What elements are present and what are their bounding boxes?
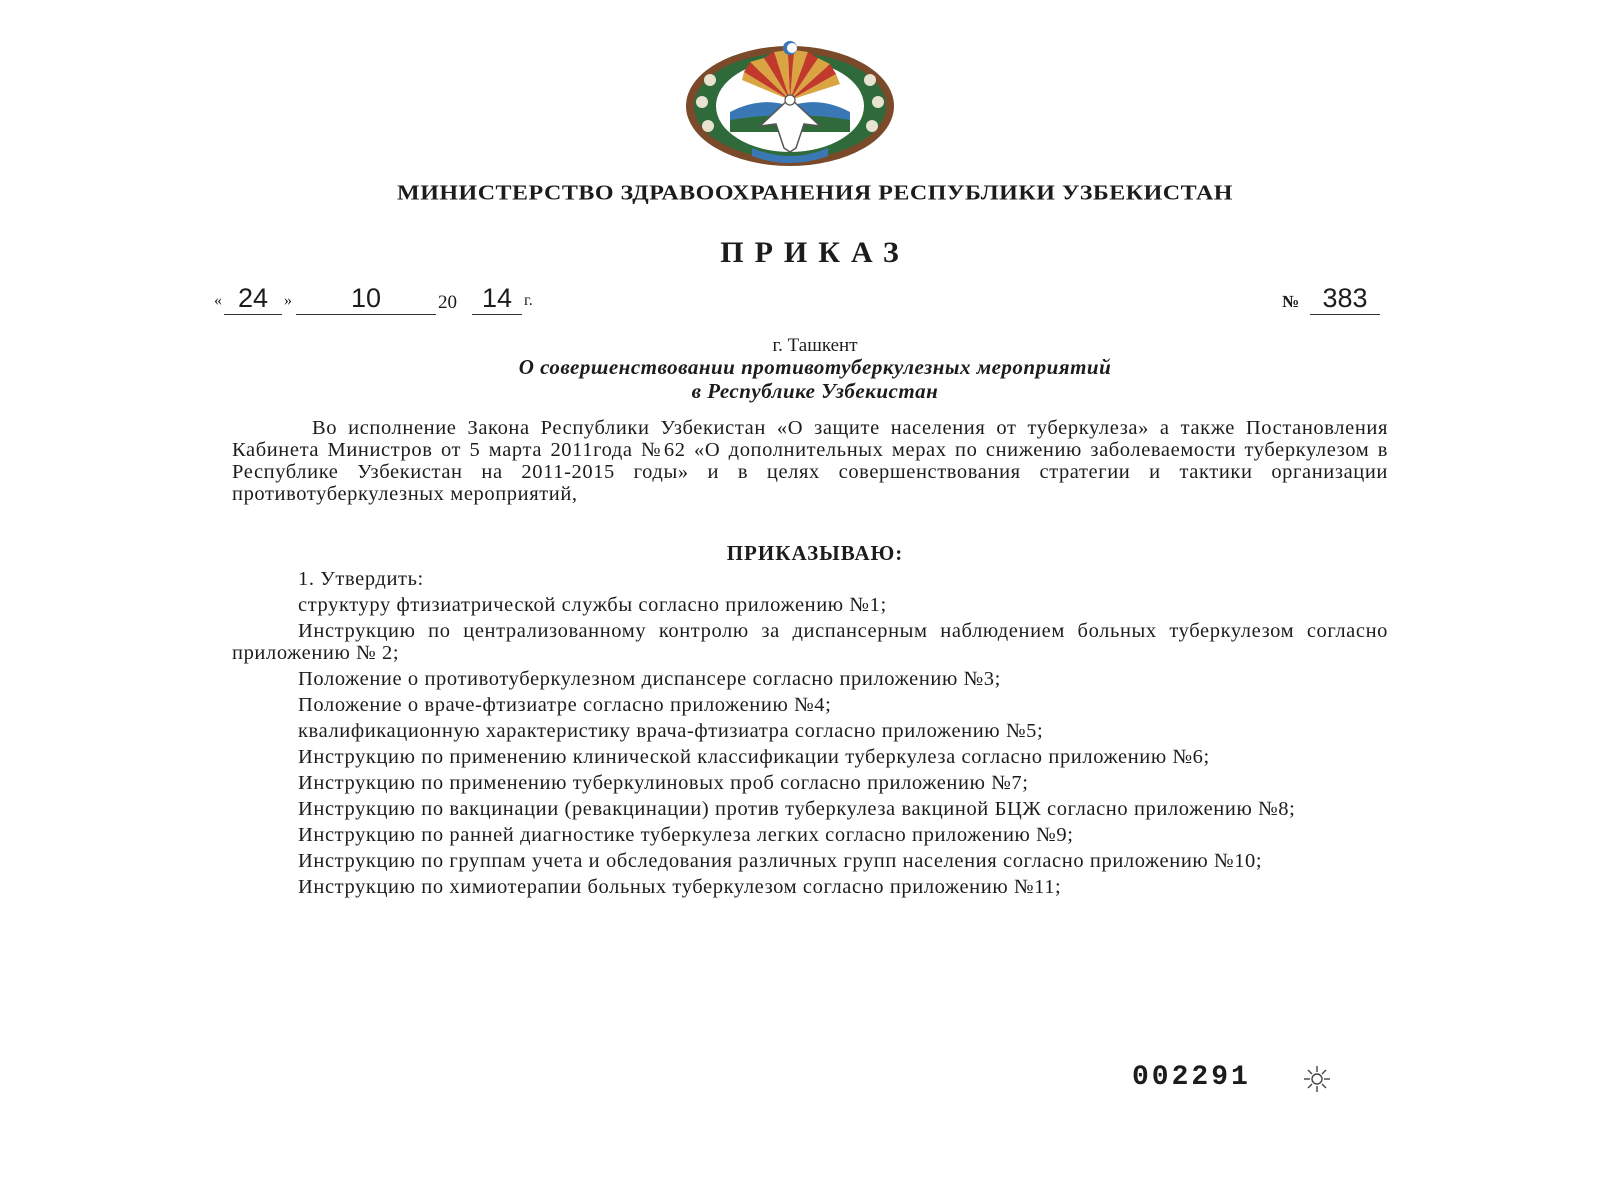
clause-item: Инструкцию по централизованному контролю за диспансерным наблюдением больных туберкулезом согласно приложению № 2; xyxy=(232,620,1388,664)
clause-item: 1. Утвердить: xyxy=(298,568,424,590)
date-year-mark: г. xyxy=(524,292,533,309)
serial-number: 002291 xyxy=(1132,1062,1251,1093)
clause-item: структуру фтизиатрической службы согласно приложению №1; xyxy=(298,594,887,616)
order-number: 383 xyxy=(1310,282,1380,315)
date-month: 10 xyxy=(296,282,436,315)
ministry-name: МИНИСТЕРСТВО ЗДРАВООХРАНЕНИЯ РЕСПУБЛИКИ УЗБЕКИСТАН xyxy=(397,181,1233,205)
clause-item: Инструкцию по ранней диагностике туберкулеза легких согласно приложению №9; xyxy=(298,824,1074,846)
order-number-label: № xyxy=(1282,292,1300,311)
document-subject xyxy=(230,355,1400,403)
clause-item: Положение о враче-фтизиатре согласно приложению №4; xyxy=(298,694,832,716)
clause-item: Инструкцию по применению клинической классификации туберкулеза согласно приложению №6; xyxy=(298,746,1210,768)
city: г. Ташкент xyxy=(772,335,858,356)
state-emblem-icon xyxy=(680,40,900,168)
decree-heading: ПРИКАЗЫВАЮ: xyxy=(726,541,904,565)
date-close-quote: » xyxy=(284,292,292,309)
date-open-quote: « xyxy=(214,292,222,309)
preamble-paragraph: Во исполнение Закона Республики Узбекистан «О защите населения от туберкулеза» а также Постановления Кабинета Министров от 5 марта 2011года №62 «О дополнительных мерах по снижению заболеваемости туберкулезом в Республике Узбекистан на 2011-2015 годы» и в целях совершенствования стратегии и тактики организации противотуберкулезных мероприятий, xyxy=(232,417,1388,505)
clause-item: Инструкцию по применению туберкулиновых проб согласно приложению №7; xyxy=(298,772,1029,794)
date-year: 14 xyxy=(472,282,522,315)
subject-line-1: О совершенствовании противотуберкулезных мероприятий xyxy=(518,355,1112,379)
rosette-icon xyxy=(1300,1064,1334,1094)
date-number-row xyxy=(214,282,1414,322)
date-year-prefix: 20 xyxy=(438,292,457,313)
subject-line-2: в Республике Узбекистан xyxy=(691,379,939,403)
clause-item: квалификационную характеристику врача-фтизиатра согласно приложению №5; xyxy=(298,720,1044,742)
clause-list xyxy=(232,568,1388,902)
clause-item: Инструкцию по группам учета и обследования различных групп населения согласно приложению №10; xyxy=(298,850,1263,872)
clause-item: Инструкцию по химиотерапии больных туберкулезом согласно приложению №11; xyxy=(298,876,1062,898)
date-day: 24 xyxy=(224,282,282,315)
clause-item: Положение о противотуберкулезном диспансере согласно приложению №3; xyxy=(298,668,1001,690)
document-title: ПРИКАЗ xyxy=(720,236,910,269)
clause-item: Инструкцию по вакцинации (ревакцинации) против туберкулеза вакциной БЦЖ согласно приложению №8; xyxy=(298,798,1296,820)
